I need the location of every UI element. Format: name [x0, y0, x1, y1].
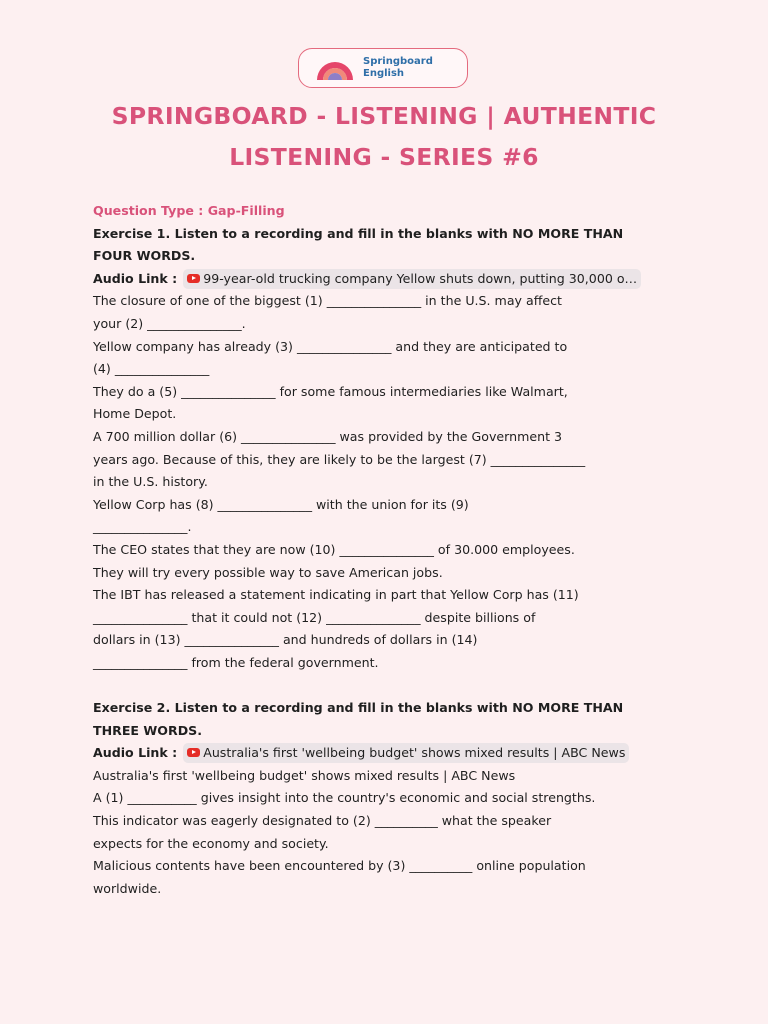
- exercise-1-line: (4) _______________: [93, 361, 210, 377]
- exercise-1-line: in the U.S. history.: [93, 474, 208, 490]
- exercise-2-heading-line-2: THREE WORDS.: [93, 722, 203, 738]
- exercise-1-line: years ago. Because of this, they are likely to be the largest (7) _______________: [93, 451, 586, 467]
- rainbow-logo-icon: [315, 56, 355, 80]
- exercise-1-line: The closure of one of the biggest (1) _______________ in the U.S. may affect: [93, 293, 562, 309]
- exercise-2-line: Australia's first 'wellbeing budget' shows mixed results | ABC News: [93, 767, 516, 783]
- exercise-1-audio-link-text: 99-year-old trucking company Yellow shuts down, putting 30,000 o…: [203, 270, 638, 286]
- exercise-1-line: Yellow Corp has (8) _______________ with the union for its (9): [93, 496, 469, 512]
- exercise-2-audio-row: [93, 742, 683, 765]
- exercise-2-line: Malicious contents have been encountered by (3) __________ online population: [93, 858, 586, 874]
- exercise-2-line: This indicator was eagerly designated to (2) __________ what the speaker: [93, 813, 552, 829]
- brand-line-2: English: [363, 68, 405, 79]
- exercise-1-line: They do a (5) _______________ for some famous intermediaries like Walmart,: [93, 383, 568, 399]
- section-gap: [93, 674, 683, 697]
- youtube-icon: [187, 274, 200, 283]
- exercise-2-audio-link-text: Australia's first 'wellbeing budget' shows mixed results | ABC News: [203, 745, 626, 761]
- title-line-1: SPRINGBOARD - LISTENING | AUTHENTIC: [111, 102, 657, 130]
- springboard-logo: [298, 48, 468, 88]
- exercise-1-line: your (2) _______________.: [93, 315, 246, 331]
- audio-link-label: Audio Link :: [93, 745, 178, 761]
- exercise-1-audio-link[interactable]: [183, 269, 641, 289]
- exercise-1-line: _______________ that it could not (12) _______________ despite billions of: [93, 609, 536, 625]
- exercise-1-line: _______________ from the federal government.: [93, 654, 379, 670]
- brand-name: [363, 56, 433, 80]
- exercise-2-line: A (1) ___________ gives insight into the country's economic and social strengths.: [93, 790, 596, 806]
- exercise-1-line: dollars in (13) _______________ and hundreds of dollars in (14): [93, 632, 478, 648]
- exercise-1-line: _______________.: [93, 519, 192, 535]
- exercise-1-line: Yellow company has already (3) _______________ and they are anticipated to: [93, 338, 568, 354]
- brand-line-1: Springboard: [363, 56, 433, 67]
- exercise-1-line: Home Depot.: [93, 406, 177, 422]
- exercise-1-line: A 700 million dollar (6) _______________ was provided by the Government 3: [93, 428, 563, 444]
- exercise-1-line: The CEO states that they are now (10) _______________ of 30.000 employees.: [93, 541, 575, 557]
- exercise-1-line: The IBT has released a statement indicating in part that Yellow Corp has (11): [93, 587, 579, 603]
- exercise-2-line: worldwide.: [93, 880, 162, 896]
- exercise-1-heading-line-1: Exercise 1. Listen to a recording and fill in the blanks with NO MORE THAN: [93, 225, 624, 241]
- youtube-icon: [187, 748, 200, 757]
- exercise-2-audio-link[interactable]: [183, 743, 629, 763]
- exercise-2-heading-line-1: Exercise 2. Listen to a recording and fill in the blanks with NO MORE THAN: [93, 700, 624, 716]
- exercise-1-line: They will try every possible way to save American jobs.: [93, 564, 443, 580]
- title-line-2: LISTENING - SERIES #6: [229, 143, 539, 171]
- exercise-2-line: expects for the economy and society.: [93, 835, 329, 851]
- exercise-1-audio-row: [93, 268, 683, 291]
- exercise-1-heading-line-2: FOUR WORDS.: [93, 248, 196, 264]
- worksheet-body: [93, 200, 683, 900]
- audio-link-label: Audio Link :: [93, 270, 178, 286]
- page-title: [0, 96, 768, 178]
- question-type: Question Type : Gap-Filling: [93, 203, 285, 218]
